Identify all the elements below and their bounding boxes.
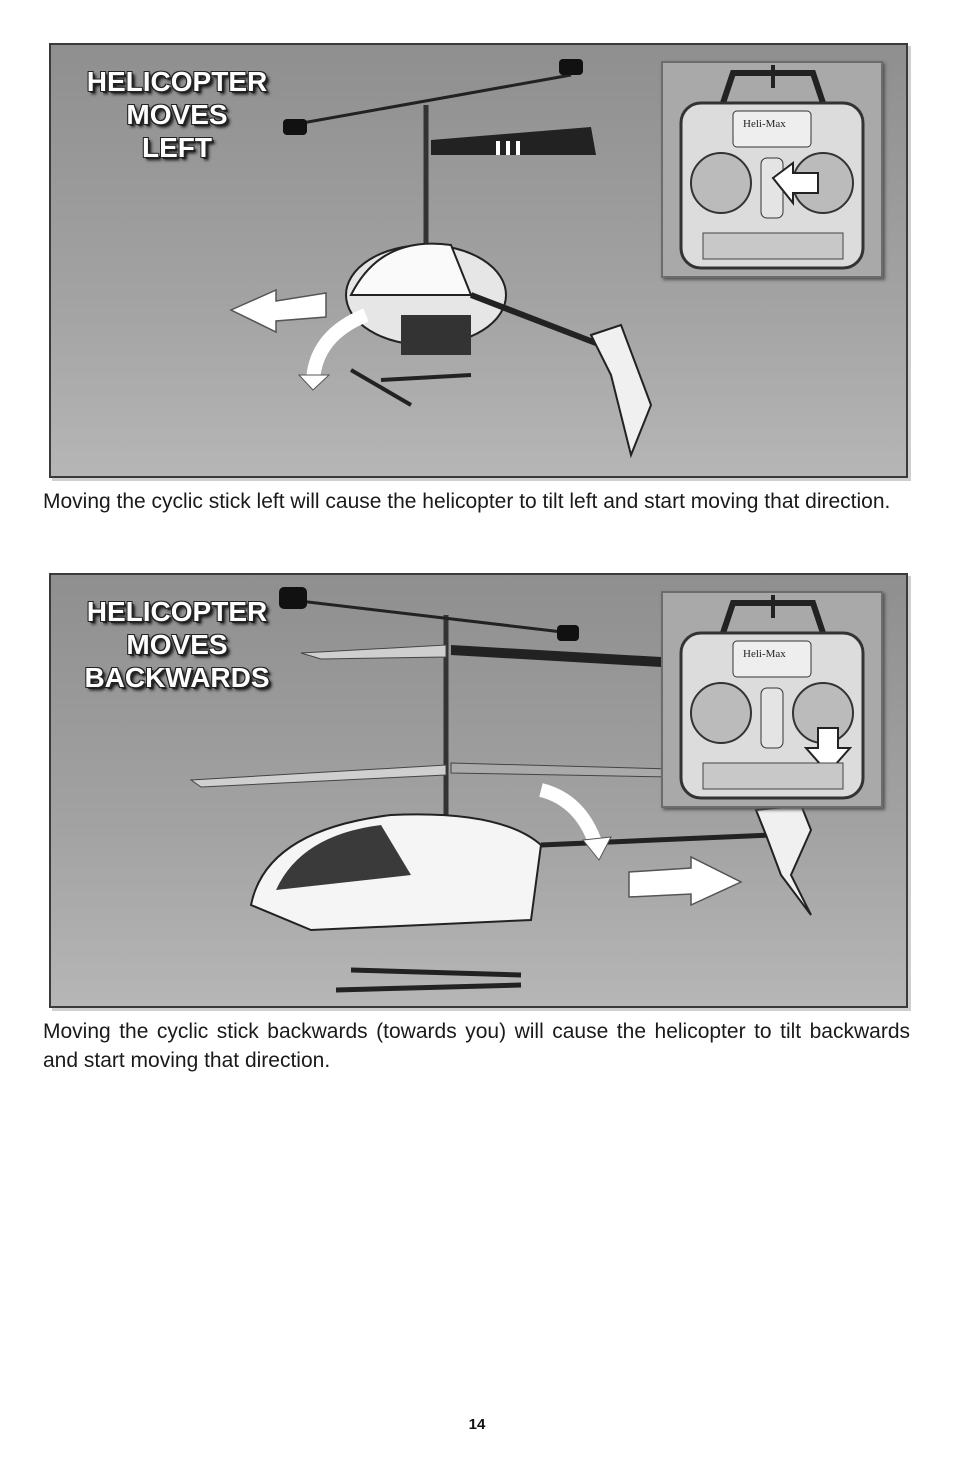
transmitter-inset <box>661 61 883 278</box>
helicopter-backwards-photo <box>49 573 908 1008</box>
transmitter-brand: Heli-Max <box>743 648 786 660</box>
transmitter-illustration <box>663 593 881 806</box>
caption-move-left: Moving the cyclic stick left will cause the helicopter to tilt left and start moving that direction. <box>43 490 891 513</box>
helicopter-left-photo <box>49 43 908 478</box>
caption-move-backwards: Moving the cyclic stick backwards (towards you) will cause the helicopter to tilt backwards and start moving that direction. <box>43 1020 910 1072</box>
page-number: 14 <box>468 1416 486 1433</box>
overlay-title: HELICOPTER MOVES BACKWARDS <box>84 596 270 693</box>
transmitter-illustration <box>663 63 881 276</box>
transmitter-inset <box>661 591 883 808</box>
transmitter-brand: Heli-Max <box>743 118 786 130</box>
overlay-title: HELICOPTER MOVES LEFT <box>86 66 268 163</box>
